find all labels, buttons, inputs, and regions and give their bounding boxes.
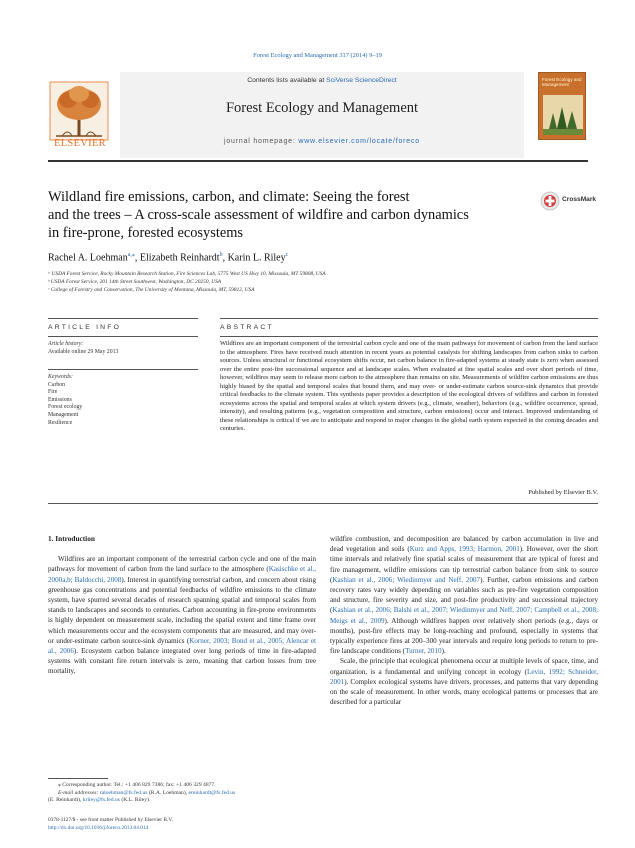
divider [48, 318, 198, 319]
keyword: Emissions [48, 396, 72, 403]
article-history [48, 341, 198, 356]
section-heading-introduction: 1. Introduction [48, 534, 95, 543]
body-text: ). Ecosystem carbon balance integrated over long periods of time in fire-adapted systems with constant fire return intervals is zero, meaning that carbon losses from tree mortality, [48, 647, 316, 676]
cover-forest-image-icon [543, 95, 583, 135]
body-text: ). Further, carbon emissions and carbon recovery rates vary widely depending on variables such as pre-fire vegetation composition and structure, fire severity and size, and post-fire productivity and successional trajectory ( [330, 575, 599, 615]
article-info-heading: ARTICLE INFO [48, 324, 122, 331]
body-text: Scale, the principle that ecological phenomena occur at multiple levels of space, time, and organization, is a fundamental and unifying concept in ecology ( [330, 657, 598, 676]
title-line: Wildland fire emissions, carbon, and climate: Seeing the forest [48, 189, 410, 205]
author-name[interactable]: Rachel A. Loehman [48, 252, 128, 264]
title-line: and the trees – A cross-scale assessment of wildfire and carbon dynamics [48, 207, 469, 223]
crossmark-label: CrossMark [562, 196, 597, 203]
divider [48, 336, 198, 337]
citation-link[interactable]: Kasischke et al., 2000a,b; Baldocchi, 2008 [48, 565, 316, 584]
email-link[interactable]: ereinhardt@fs.fed.us [188, 789, 236, 796]
author-affiliation-marker[interactable]: b [219, 252, 223, 258]
abstract-text: Wildfires are an important component of the terrestrial carbon cycle and one of the main pathways for movement of carbon from the land surface to the atmosphere. Fires have received much attention in recent years as potential catalysts for shifting landscapes from carbon sinks to carbon sources. Unless structural or functional ecosystem shifts occur, net carbon balance in fire-adapted systems at steady state is zero when assessed over the entire post-fire successional sequence and at landscape scales. When evaluated at fine spatial scales and over short periods of time, however, wildfires may seem to release more carbon to the atmosphere than remains on site. Measurements of wildfire carbon emissions are thus highly biased by the spatial and temporal scales that bound them, and may over- or under-estimate carbon source-sink dynamics that provide critical feedbacks to the climate system. This synthesis paper provides a description of the ecological drivers of wildfires and carbon in forested ecosystems across the spatial and temporal scales at which system drivers (e.g., climate, weather), behaviors (e.g., wildfire occurrence, spread, intensity), and resulting patterns (e.g., vegetation composition and structure, carbon emissions) occur and interact. Improved understanding of these relationships is critical if we are to anticipate and respond to major changes in the global earth system expected in the coming decades and centuries. [220, 340, 598, 432]
history-label: Article history: [48, 341, 84, 347]
divider [48, 369, 198, 370]
history-value: Available online 29 May 2013 [48, 348, 119, 355]
masthead [48, 72, 588, 158]
email-link[interactable]: raloehman@fs.fed.us [99, 789, 148, 796]
email-link[interactable]: kriley@fs.fed.us [82, 797, 120, 804]
citation-link[interactable]: Kashian et al., 2006; Wiedinmyer and Neff, 2007 [332, 575, 481, 584]
author-list: Rachel A. Loehman$^{a,⁎}$, Elizabeth Reinhardt$^b$, Karin L. Riley$^c$ [48, 252, 289, 264]
journal-reference[interactable]: Forest Ecology and Management 317 (2014) 9–19 [253, 52, 382, 59]
crossmark-icon [540, 191, 560, 211]
body-text: wildfire combustion, and decomposition are balanced by carbon accumulation in live and dead vegetation and soils ( [330, 535, 598, 554]
title-line: in fire-prone, forested ecosystems [48, 225, 244, 241]
body-text: ). Although wildfires happen over relatively short periods (e.g., days or months), post-fire effects may be long-reaching and profound, especially in systems that typically experience fires at 200–300 year intervals and require long periods to return to pre-fire landscape conditions ( [330, 616, 598, 656]
email-line: E-mail addresses: raloehman@fs.fed.us (R.A. Loehman), ereinhardt@fs.fed.us [58, 789, 236, 796]
affiliation-list [48, 270, 588, 295]
corresponding-author-note: ⁎ Corresponding author. Tel.: +1 406 829 7386; fax: +1 406 329 4877. [58, 782, 216, 788]
body-column-left [48, 534, 316, 677]
crossmark-badge[interactable] [540, 191, 596, 211]
keywords-label: Keywords: [48, 374, 73, 380]
divider [220, 318, 598, 319]
abstract-publisher-note: Published by Elsevier B.V. [528, 489, 598, 496]
body-text: ). Interest in quantifying terrestrial carbon, and concern about rising greenhouse gas concentrations and potential feedbacks of wildfire emissions to the climate system, have spurred several decades of research spanning spatial and temporal scales from stands to landscapes and seconds to centuries. Carbon accounting in fire-prone environments is highly dependent on measurement scale, including the spatial extent and time frame over which measurements occur and the ecosystem components that are measured, and may over- or under-estimate carbon source-sink dynamics ( [48, 575, 316, 645]
citation-link[interactable]: Turner, 2010 [405, 647, 442, 656]
body-text: ). [441, 647, 446, 656]
email-line: (E. Reinhardt), kriley@fs.fed.us (K.L. Riley). [48, 797, 151, 804]
footnotes [48, 782, 316, 805]
keyword: Resilience [48, 419, 73, 426]
body-text: ). However, over the short time intervals and relatively fine spatial scales of measurement that are typical of forest and fire management, wildfire emissions can tip terrestrial carbon balance from sink to source ( [330, 545, 599, 584]
affiliation: ᵃ USDA Forest Service, Rocky Mountain Research Station, Fire Sciences Lab, 5775 West US Hwy 10, Missoula, MT 59808, USA [48, 271, 326, 277]
body-text: ). Complex ecological systems have drivers, processes, and patterns that vary depending on the scale of measurement. In other words, many ecological patterns or processes that are described for a particular [330, 677, 598, 707]
divider [48, 503, 598, 504]
keyword: Forest ecology [48, 404, 83, 411]
masthead-banner [120, 72, 524, 158]
footnote-divider [48, 778, 108, 779]
author-name[interactable]: Karin L. Riley [227, 252, 286, 264]
body-paragraph [48, 554, 316, 676]
article-title [48, 188, 538, 242]
journal-homepage: journal homepage: www.elsevier.com/locate/foreco [224, 138, 420, 145]
author-affiliation-marker[interactable]: c [285, 252, 289, 258]
keyword: Fire [48, 389, 58, 396]
author-affiliation-marker[interactable]: a,⁎ [127, 252, 135, 258]
affiliation: ᵇ USDA Forest Service, 201 14th Street Southwest, Washington, DC 20250, USA [48, 279, 222, 286]
abstract-heading: ABSTRACT [220, 324, 274, 331]
citation-link[interactable]: Korner, 2003; Bond et al., 2005; Alencar et al., 2006 [48, 636, 316, 656]
cover-title: Forest Ecology and Management [542, 77, 582, 88]
body-text: Wildfires are an important component of the terrestrial carbon cycle and one of the main pathways for movement of carbon from the land surface to the atmosphere ( [48, 555, 316, 574]
doi-link[interactable]: http://dx.doi.org/10.1016/j.foreco.2013.04.014 [48, 824, 149, 831]
citation-link[interactable]: Levin, 1992; Schneider, 2001 [330, 667, 598, 686]
body-paragraph [330, 534, 598, 656]
citation-link[interactable]: Kurz and Apps, 1993; Harmon, 2001 [409, 545, 520, 554]
keyword: Carbon [48, 381, 66, 388]
article-identifiers [48, 817, 316, 832]
citation-link[interactable]: Kashian et al., 2006; Balshi et al., 2007; Wiedinmyer and Neff, 2007; Campbell et al., 2008; Meigs et al., 2009 [330, 606, 598, 625]
journal-title: Forest Ecology and Management [225, 100, 419, 116]
body-column-right [330, 534, 598, 707]
body-paragraph [330, 656, 598, 707]
sciencedirect-link[interactable]: SciVerse ScienceDirect [326, 77, 397, 84]
masthead-divider [48, 160, 588, 162]
divider [220, 336, 598, 337]
issn-line: 0378-1127/$ - see front matter Published by Elsevier B.V. [48, 817, 173, 823]
publisher-logo-text: ELSEVIER [54, 138, 106, 149]
keywords-block [48, 374, 198, 427]
contents-availability: Contents lists available at SciVerse ScienceDirect [247, 77, 397, 84]
author-name[interactable]: Elizabeth Reinhardt [139, 252, 220, 264]
affiliation: ᶜ College of Forestry and Conservation, The University of Montana, Missoula, MT, 59812, USA [48, 287, 255, 294]
journal-homepage-link[interactable]: www.elsevier.com/locate/foreco [298, 138, 420, 145]
keyword: Management [48, 411, 79, 418]
journal-cover-thumbnail[interactable] [538, 72, 586, 140]
